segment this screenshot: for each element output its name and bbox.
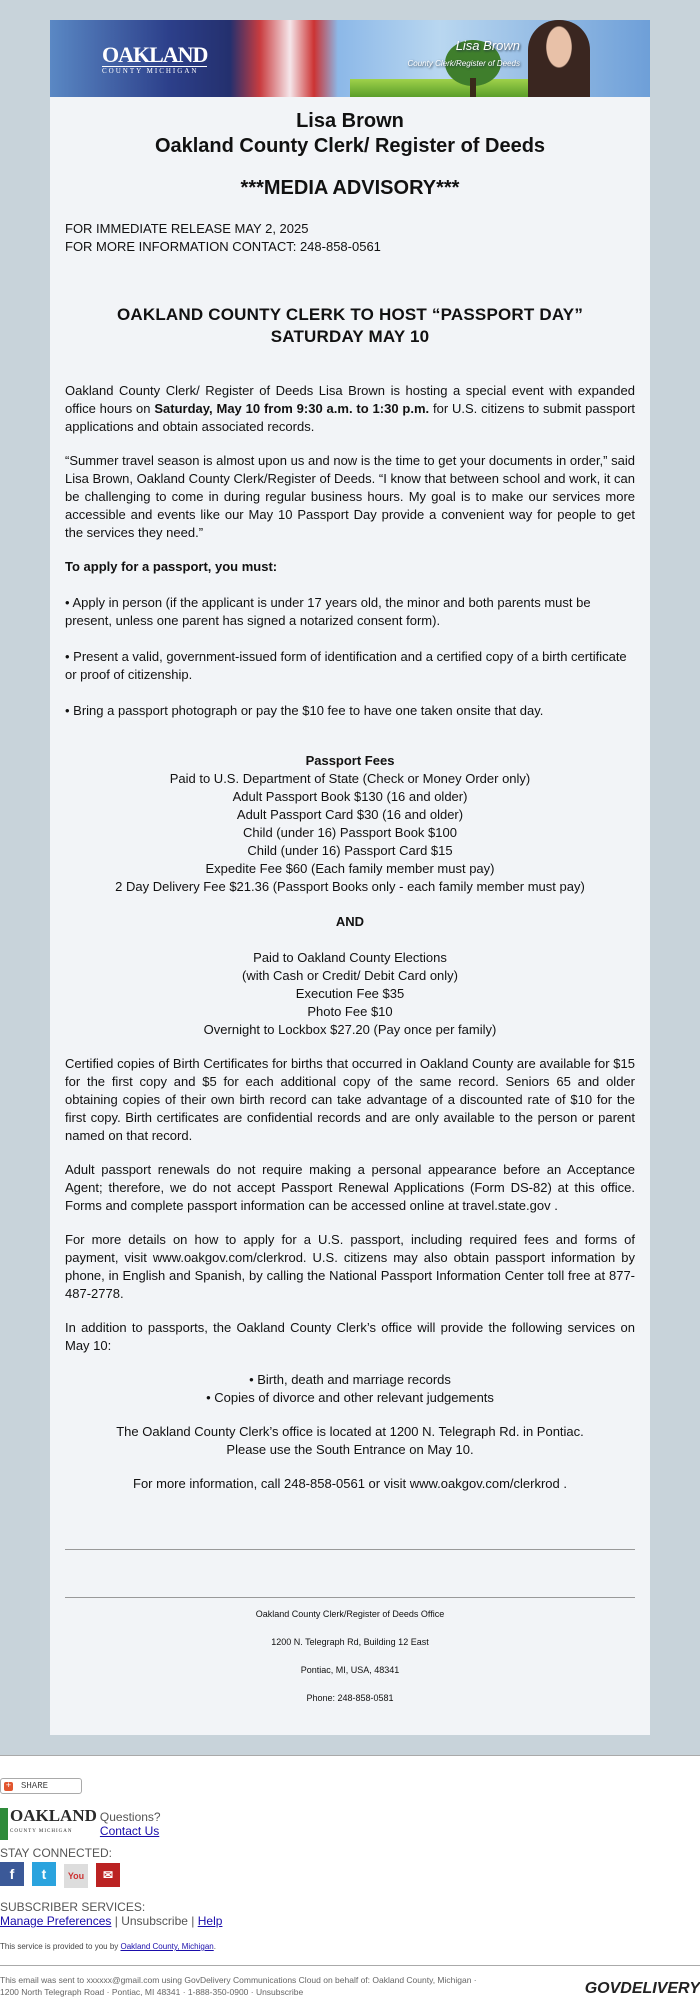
headline: OAKLAND COUNTY CLERK TO HOST “PASSPORT DAY” SATURDAY MAY 10 <box>116 305 584 346</box>
provided-text: This service is provided to you by <box>0 1942 121 1951</box>
subscriber-services-label: SUBSCRIBER SERVICES: <box>0 1900 146 1914</box>
separator: | <box>191 1914 195 1928</box>
bullet-item: • Bring a passport photograph or pay the $10 fee to have one taken onsite that day. <box>65 703 544 718</box>
email-icon[interactable]: ✉ <box>96 1863 120 1887</box>
oakland-county-link[interactable]: Oakland County, Michigan <box>120 1942 214 1951</box>
office-footer: Oakland County Clerk/Register of Deeds Office 1200 N. Telegraph Rd, Building 12 East Pontiac, MI, USA, 48341 Phone: 248-858-0581 <box>255 1609 445 1703</box>
portrait-photo <box>528 20 590 97</box>
media-advisory: ***MEDIA ADVISORY*** <box>240 177 460 199</box>
county-fees: Paid to Oakland County Elections (with Cash or Credit/ Debit Card only) Execution Fee $35 Photo Fee $10 Overnight to Lockbox $27.20 (Pay once per family) <box>203 950 497 1037</box>
quote-paragraph: “Summer travel season is almost upon us and now is the time to get your documents in order,” said Lisa Brown, Oakland County Clerk/Register of Deeds. “I know that between school and work, it can be challenging to come in during regular business hours. My goal is to make our services more accessible and events like our May 10 Passport Day provide a convenient way for people to get the services they need.” <box>65 453 635 540</box>
facebook-icon[interactable]: f <box>0 1862 24 1886</box>
intro-paragraph: Oakland County Clerk/ Register of Deeds Lisa Brown is hosting a special event with expanded office hours on Saturday, May 10 from 9:30 a.m. to 1:30 p.m. for U.S. citizens to submit passport applications and obtain associated records. <box>65 383 636 434</box>
release-info: FOR IMMEDIATE RELEASE MAY 2, 2025 FOR MORE INFORMATION CONTACT: 248-858-0561 <box>65 221 381 254</box>
services-paragraph: In addition to passports, the Oakland County Clerk’s office will provide the following services on May 10: <box>65 1320 635 1353</box>
plus-icon: + <box>5 1780 12 1791</box>
services-list: • Birth, death and marriage records • Copies of divorce and other relevant judgements <box>206 1372 494 1405</box>
page-title: Lisa Brown Oakland County Clerk/ Register of Deeds <box>154 110 546 157</box>
birth-certificate-paragraph: Certified copies of Birth Certificates for births that occurred in Oakland County are available for $15 for the first copy and $5 for each additional copy of the same record. Seniors 65 and older obtaining copies of their own birth record can take advantage of a discounted rate of $10 for the first copy. Birth certificates are confidential records and are only available to the person or parent named on that record. <box>65 1056 635 1143</box>
location-info: The Oakland County Clerk’s office is located at 1200 N. Telegraph Rd. in Pontiac. Please use the South Entrance on May 10. <box>116 1424 584 1457</box>
details-paragraph: For more details on how to apply for a U.S. passport, including required fees and forms of payment, visit www.oakgov.com/clerkrod. U.S. citizens may also obtain passport information by phone, in English and Spanish, by calling the National Passport Information Center toll free at 877-487-2778. <box>65 1232 635 1301</box>
divider <box>65 1597 635 1598</box>
bullet-item: • Apply in person (if the applicant is under 17 years old, the minor and both parents must be present, unless one parent has signed a notarized consent form). <box>65 595 591 628</box>
stay-connected-label: STAY CONNECTED: <box>0 1846 113 1860</box>
sent-notice: This email was sent to xxxxxx@gmail.com using GovDelivery Communications Cloud on behalf of: Oakland County, Michigan · 1200 North Telegraph Road · Pontiac, MI 48341 · 1-888-350-0900 · Unsubscribe <box>0 1975 477 1997</box>
youtube-icon[interactable]: You <box>64 1864 88 1888</box>
divider <box>0 1965 700 1966</box>
govdelivery-logo: GOVDELIVERY <box>584 1980 700 1997</box>
apply-heading: To apply for a passport, you must: <box>65 559 278 574</box>
state-fees: Passport Fees Paid to U.S. Department of State (Check or Money Order only) Adult Passport Book $130 (16 and older) Adult Passport Card $30 (16 and older) Child (under 16) Passport Book $100 Child (under 16) Passport Card $15 Expedite Fee $60 (Each family member must pay) 2 Day Delivery Fee $21.36 (Passport Books only - each family member must pay) <box>115 753 585 894</box>
oakland-logo: OAKLAND COUNTY MICHIGAN <box>102 42 208 75</box>
contact-us-link[interactable]: Contact Us <box>99 1824 160 1838</box>
more-info: For more information, call 248-858-0561 or visit www.oakgov.com/clerkrod . <box>133 1476 567 1491</box>
separator: | <box>114 1914 118 1928</box>
header-banner <box>50 20 650 97</box>
and-label: AND <box>335 914 365 929</box>
questions-label: Questions? <box>99 1810 161 1824</box>
period: . <box>213 1942 216 1951</box>
bullet-item: • Present a valid, government-issued form of identification and a certified copy of a birth certificate or proof of citizenship. <box>65 649 627 682</box>
banner-name: Lisa Brown County Clerk/Register of Deeds <box>407 38 520 68</box>
share-button[interactable]: + SHARE <box>0 1778 82 1794</box>
unsubscribe-link[interactable]: Unsubscribe <box>121 1914 188 1928</box>
oakland-footer-logo: OAKLAND COUNTY MICHIGAN <box>0 1808 97 1840</box>
divider <box>65 1549 635 1550</box>
twitter-icon[interactable]: t <box>32 1862 56 1886</box>
manage-preferences-link[interactable]: Manage Preferences <box>0 1914 112 1928</box>
renewal-paragraph: Adult passport renewals do not require making a personal appearance before an Acceptance Agent; therefore, we do not accept Passport Renewal Applications (Form DS-82) at this office. Forms and complete passport information can be accessed online at travel.state.gov . <box>65 1162 635 1213</box>
email-body <box>50 20 650 1735</box>
help-link[interactable]: Help <box>197 1914 223 1928</box>
